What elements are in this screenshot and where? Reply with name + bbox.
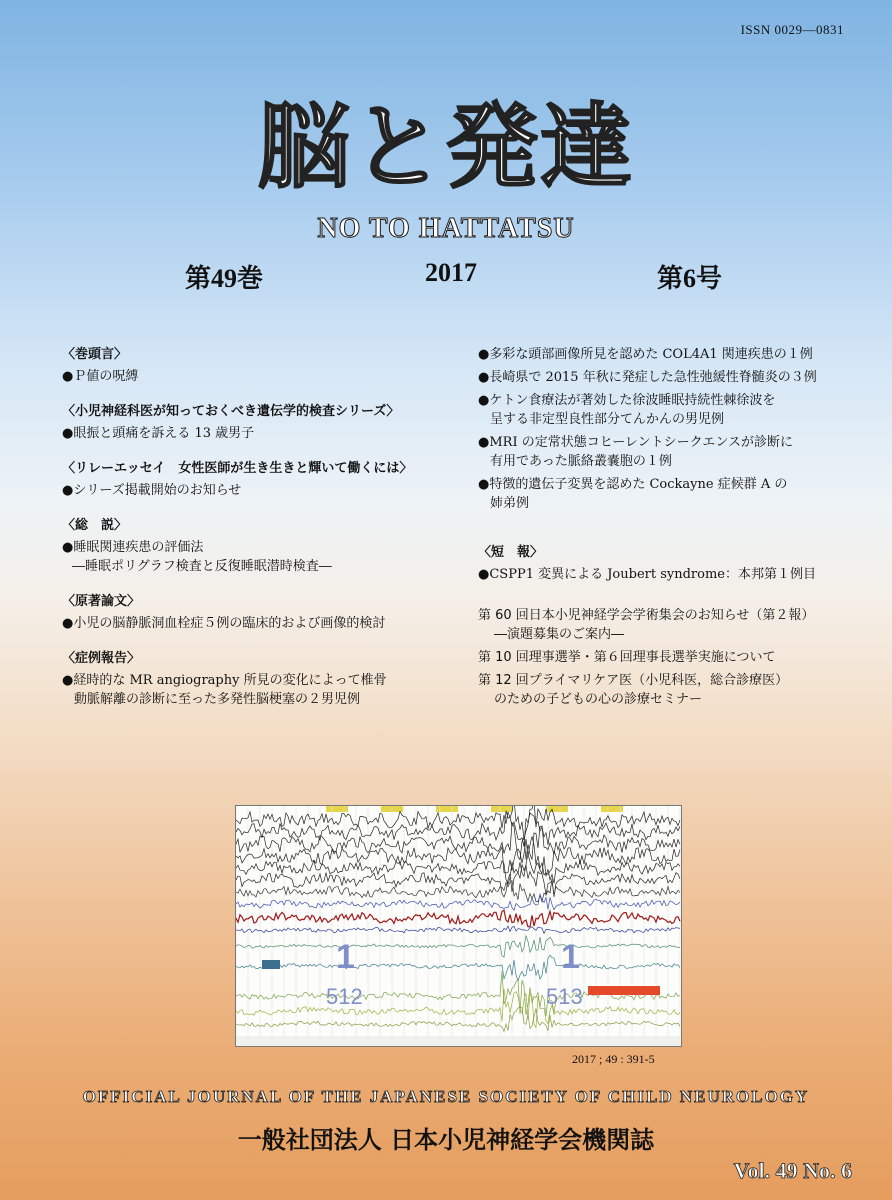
article-item[interactable]: [62, 614, 457, 633]
eeg-label-1b: 1: [561, 938, 580, 976]
notice-item[interactable]: [478, 648, 858, 667]
article-item[interactable]: [62, 671, 457, 709]
year: 2017: [425, 258, 477, 287]
article-item[interactable]: [62, 424, 457, 443]
article-subtitle: ―睡眠ポリグラフ検査と反復睡眠潜時検査―: [72, 559, 332, 574]
article-line-cont: 呈する非定型良性部分てんかんの男児例: [490, 412, 725, 427]
article-line: ●小児の脳静脈洞血栓症５例の臨床的および画像的検討: [62, 616, 386, 631]
article-item[interactable]: [62, 367, 457, 386]
eeg-marker-bar: [588, 986, 660, 995]
notice-line: 第 60 回日本小児神経学会学術集会のお知らせ（第２報）: [478, 608, 815, 623]
issue: 第6号: [657, 264, 723, 293]
article-line: ●睡眠関連疾患の評価法: [62, 540, 204, 555]
article-line: ●特徴的遺伝子変異を認めた Cockayne 症候群 A の: [478, 477, 788, 492]
section-genetic-testing: [62, 402, 457, 443]
article-item[interactable]: [478, 475, 858, 513]
notice-line-cont: のための子どもの心の診療セミナー: [494, 692, 703, 707]
article-line: ●CSPP1 変異による Joubert syndrome：本邦第１例目: [478, 567, 816, 582]
eeg-label-513: 513: [546, 984, 583, 1009]
notice-line-cont: ―演題募集のご案内―: [494, 627, 625, 642]
article-line: ●多彩な頭部画像所見を認めた COL4A1 関連疾患の１例: [478, 347, 813, 362]
section-review: [62, 516, 457, 576]
issn: ISSN 0029―0831: [740, 22, 844, 37]
section-heading: 〈総 説〉: [62, 518, 128, 533]
article-line: ●MRI の定常状態コヒーレントシークエンスが診断に: [478, 435, 793, 450]
notices: [478, 606, 858, 709]
article-item[interactable]: [478, 391, 858, 429]
section-heading: 〈短 報〉: [478, 545, 544, 560]
journal-official-en: OFFICIAL JOURNAL OF THE JAPANESE SOCIETY OF CHILD NEUROLOGY: [82, 1087, 810, 1106]
volume: 第49巻: [185, 264, 264, 293]
notice-item[interactable]: [478, 606, 858, 644]
journal-title-en: NO TO HATTATSU: [317, 213, 575, 244]
article-item[interactable]: [478, 368, 858, 387]
journal-official-jp: 一般社団法人 日本小児神経学会機関誌: [237, 1126, 655, 1154]
section-heading: 〈原著論文〉: [62, 594, 141, 609]
article-line: ●経時的な MR angiography 所見の変化によって椎骨: [62, 673, 387, 688]
article-line-cont: 有用であった脈絡叢嚢胞の１例: [490, 454, 672, 469]
article-line: ●シリーズ掲載開始のお知らせ: [62, 483, 242, 498]
notice-line: 第 10 回理事選挙・第６回理事長選挙実施について: [478, 650, 776, 665]
article-line: ●Ｐ値の呪縛: [62, 369, 139, 384]
article-item[interactable]: [62, 538, 457, 576]
article-item[interactable]: [478, 345, 858, 364]
section-short-report: [478, 543, 858, 584]
article-line: ●眼振と頭痛を訴える 13 歳男子: [62, 426, 255, 441]
section-heading: 〈巻頭言〉: [62, 347, 128, 362]
article-line-cont: 動脈解離の診断に至った多発性脳梗塞の２男児例: [74, 692, 361, 707]
section-preface: [62, 345, 457, 386]
eeg-marker-box: [262, 960, 280, 969]
figure-citation: 2017 ; 49 : 391-5: [572, 1052, 655, 1066]
article-line: ●長崎県で 2015 年秋に発症した急性弛緩性脊髄炎の３例: [478, 370, 817, 385]
article-item[interactable]: [478, 433, 858, 471]
article-item[interactable]: [62, 481, 457, 500]
notice-item[interactable]: [478, 671, 858, 709]
section-original-article: [62, 592, 457, 633]
volume-number: Vol. 49 No. 6: [733, 1158, 852, 1183]
contents-right-column: [478, 345, 858, 713]
notice-line: 第 12 回プライマリケア医（小児科医，総合診療医）: [478, 673, 789, 688]
eeg-figure: [235, 805, 682, 1047]
contents-left-column: [62, 345, 457, 725]
eeg-label-1a: 1: [336, 938, 355, 976]
journal-title: 脳と発達: [257, 94, 634, 201]
section-relay-essay: [62, 459, 457, 500]
section-heading: 〈リレーエッセイ 女性医師が生き生きと輝いて働くには〉: [62, 461, 413, 476]
section-heading: 〈症例報告〉: [62, 651, 141, 666]
section-heading: 〈小児神経科医が知っておくべき遺伝学的検査シリーズ〉: [62, 404, 400, 419]
article-item[interactable]: [478, 565, 858, 584]
section-case-report: [62, 649, 457, 709]
eeg-label-512: 512: [326, 984, 363, 1009]
article-line-cont: 姉弟例: [490, 496, 530, 511]
eeg-traces: [236, 805, 681, 1046]
article-line: ●ケトン食療法が著効した徐波睡眠持続性棘徐波を: [478, 393, 776, 408]
